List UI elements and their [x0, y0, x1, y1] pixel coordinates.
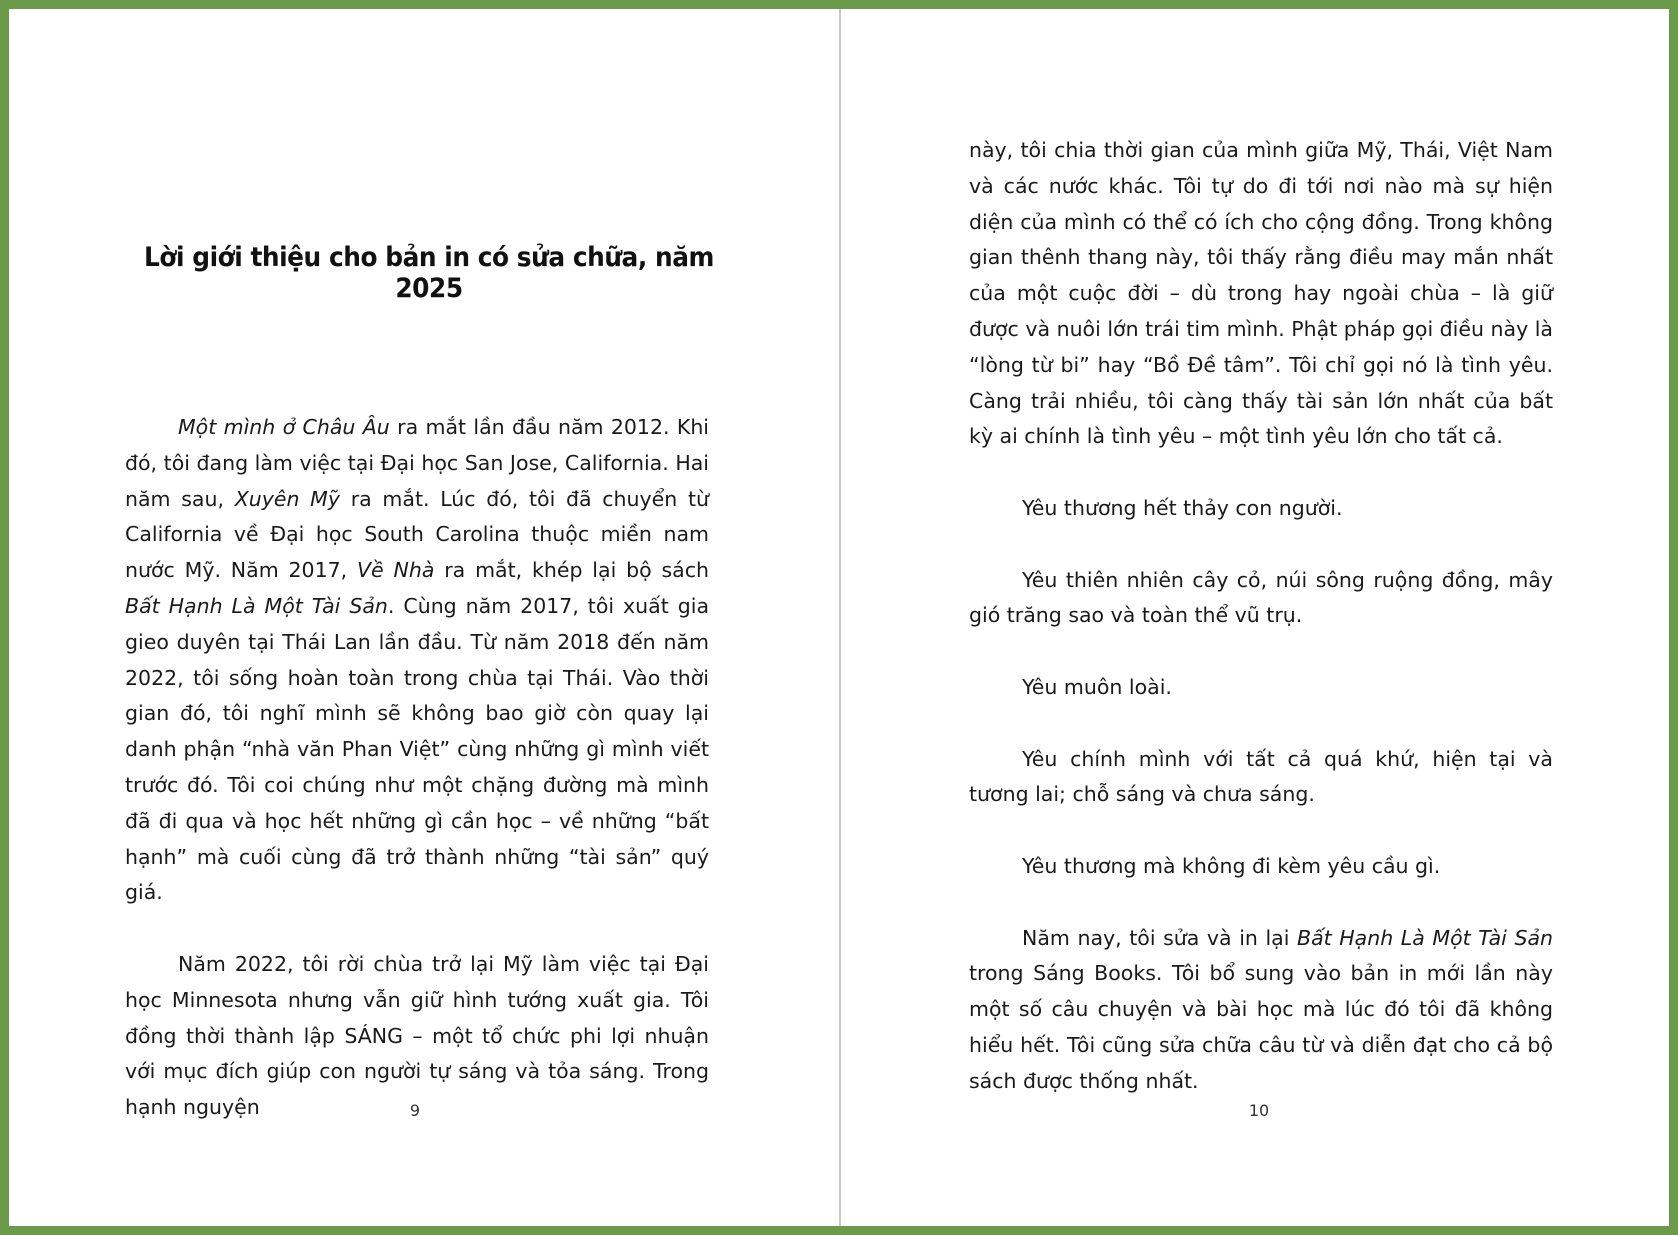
text-run: ra mắt. Lúc đó, tôi đã chuyển từ California về Đại học South Carolina thuộc miền nam nước Mỹ. Năm 2017,	[125, 486, 710, 583]
text-run: ra mắt lần đầu năm 2012. Khi đó, tôi đang làm việc tại Đại học San Jose, California. Hai năm sau,	[125, 415, 710, 511]
paragraph	[125, 410, 709, 911]
book-title-italic: Một mình ở Châu Âu	[178, 415, 390, 439]
book-title-italic: Về Nhà	[357, 558, 435, 583]
book-title-italic: Bất Hạnh Là Một Tài Sản	[125, 593, 388, 618]
left-page-text	[125, 410, 709, 1126]
right-page-text	[969, 133, 1553, 1100]
text-run: Năm nay, tôi sửa và in lại	[1022, 925, 1298, 950]
book-title-italic: Bất Hạnh Là Một Tài Sản	[1297, 925, 1554, 950]
paragraph: Yêu muôn loài.	[1022, 674, 1172, 699]
paragraph: Yêu thương mà không đi kèm yêu cầu gì.	[1022, 853, 1441, 878]
text-run: ra mắt, khép lại bộ sách	[434, 558, 709, 583]
paragraph: Yêu thương hết thảy con người.	[1022, 495, 1343, 520]
paragraph: Yêu chính mình với tất cả quá khứ, hiện tại và tương lai; chỗ sáng và chưa sáng.	[969, 746, 1553, 807]
book-title-italic: Xuyên Mỹ	[234, 486, 341, 511]
paragraph: Yêu thiên nhiên cây cỏ, núi sông ruộng đồng, mây gió trăng sao và toàn thể vũ trụ.	[969, 567, 1553, 628]
chapter-title: Lời giới thiệu cho bản in có sửa chữa, năm 2025	[144, 242, 714, 304]
page-number: 10	[1248, 1101, 1270, 1120]
book-spread	[9, 9, 1669, 1226]
paragraph: này, tôi chia thời gian của mình giữa Mỹ, Thái, Việt Nam và các nước khác. Tôi tự do đi tới nơi nào mà sự hiện diện của mình có thể có ích cho cộng đồng. Trong không gian thênh thang này, tôi thấy rằng điều may mắn nhất của một cuộc đời – dù trong hay ngoài chùa – là giữ được và nuôi lớn trái tim mình. Phật pháp gọi điều này là “lòng từ bi” hay “Bồ Đề tâm”. Tôi chỉ gọi nó là tình yêu. Càng trải nhiều, tôi càng thấy tài sản lớn nhất của bất kỳ ai chính là tình yêu – một tình yêu lớn cho tất cả.	[969, 138, 1553, 449]
paragraph	[969, 921, 1553, 1100]
paragraph: Năm 2022, tôi rời chùa trở lại Mỹ làm việc tại Đại học Minnesota nhưng vẫn giữ hình tướng xuất gia. Tôi đồng thời thành lập SÁNG – một tổ chức phi lợi nhuận với mục đích giúp con người tự sáng và tỏa sáng. Trong hạnh nguyện	[125, 951, 709, 1120]
text-run: trong Sáng Books. Tôi bổ sung vào bản in mới lần này một số câu chuyện và bài học mà lúc đó tôi đã không hiểu hết. Tôi cũng sửa chữa câu từ và diễn đạt cho cả bộ sách được thống nhất.	[969, 961, 1553, 1093]
page-number: 9	[409, 1101, 421, 1120]
right-page	[839, 9, 1671, 1226]
left-page	[9, 9, 839, 1226]
text-run: . Cùng năm 2017, tôi xuất gia gieo duyên tại Thái Lan lần đầu. Từ năm 2018 đến năm 2022, tôi sống hoàn toàn trong chùa tại Thái. Vào thời gian đó, tôi nghĩ mình sẽ không bao giờ còn quay lại danh phận “nhà văn Phan Việt” cùng những gì mình viết trước đó. Tôi coi chúng như một chặng đường mà mình đã đi qua và học hết những gì cần học – về những “bất hạnh” mà cuối cùng đã trở thành những “tài sản” quý giá.	[125, 593, 709, 905]
